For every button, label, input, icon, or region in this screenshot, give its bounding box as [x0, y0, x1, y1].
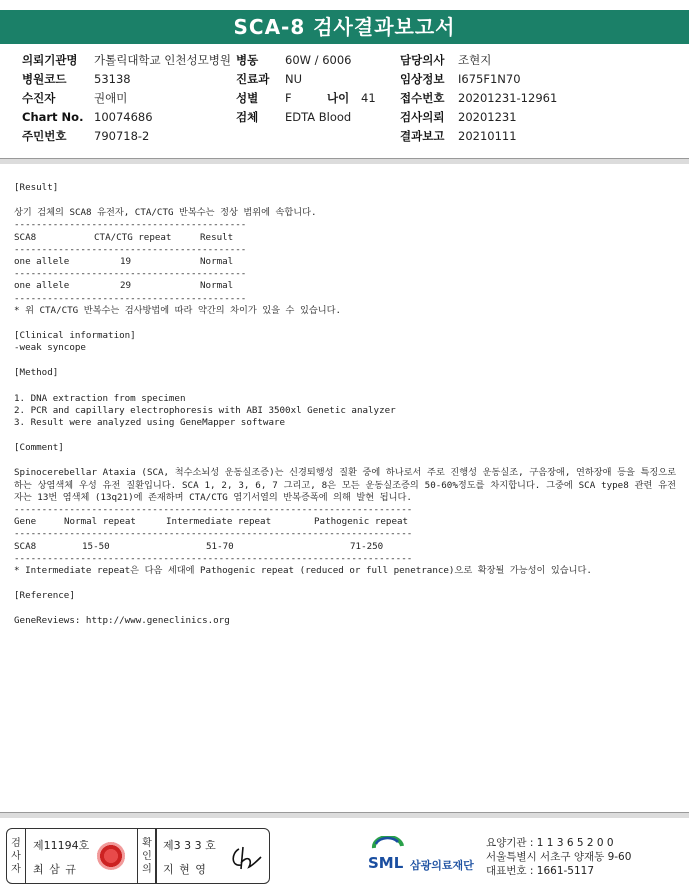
table1-cell-result: Normal: [200, 256, 234, 268]
hospital-code-value: 53138: [94, 72, 131, 86]
method-item: 1. DNA extraction from specimen: [14, 392, 186, 404]
table1-cell-repeat: 19: [120, 256, 132, 268]
age-value: 41: [361, 91, 376, 105]
result-heading: [Result]: [14, 182, 59, 193]
sex-label: 성별: [236, 91, 259, 105]
footer: [0, 822, 689, 890]
table-row: [14, 541, 676, 553]
sml-logo-text: SML: [368, 854, 404, 872]
dept-label: 진료과: [236, 72, 270, 86]
specimen-value: EDTA Blood: [285, 110, 352, 124]
clinical-info-value: I675F1N70: [458, 72, 521, 86]
table2-divider: ------------------------------------------------------------------------: [14, 528, 413, 540]
table1-divider: ------------------------------------------: [14, 268, 247, 280]
confirmer-number: 제3 3 3 호: [163, 839, 216, 852]
signature-box: [6, 828, 270, 884]
footer-divider: [0, 812, 689, 818]
table1-cell-allele: one allele: [14, 256, 70, 268]
inspector-label: 검 사 자: [7, 829, 26, 883]
hospital-code-label: 병원코드: [22, 72, 67, 86]
table2-col-normal: Normal repeat: [64, 516, 136, 528]
receipt-value: 20201231-12961: [458, 91, 558, 105]
table1-header: [14, 232, 676, 244]
inspector-name: 최 삼 규: [33, 863, 77, 876]
table2-cell-normal: 15-50: [82, 540, 110, 552]
comment-text: Spinocerebellar Ataxia (SCA, 척수소뇌성 운동실조증)는 신경퇴행성 질환 중에 하나로서 주로 진행성 운동실조, 구음장애, 연하장애 등을 특징으로 하는 상염색체 우성 유전 질환입니다. SCA 1, 2, 3, 6, 7 그리고, 8은 모든 운동실조증의 50-60%정도를 차지합니다. 그중에 SCA type8 관련 유전자는 13번 염색체 (13q21)에 존재하며 CTA/CTG 염기서열의 반복증폭에 의해 발현 됩니다.: [14, 467, 676, 503]
method-item: 3. Result were analyzed using GeneMapper software: [14, 417, 286, 429]
report-body: [14, 182, 676, 628]
signature-icon: [229, 845, 263, 871]
table2-col-pathogenic: Pathogenic repeat: [314, 516, 409, 528]
clinical-info-label: 임상정보: [400, 72, 445, 86]
address: 서울특별시 서초구 양재동 9-60: [486, 851, 632, 863]
inspector-number: 제11194호: [33, 839, 90, 852]
rrn-value: 790718-2: [94, 129, 150, 143]
confirmer-label: 확 인 의: [137, 829, 157, 883]
table2-divider: ------------------------------------------------------------------------: [14, 504, 413, 516]
care-code: 요양기관 : 1 1 3 6 5 2 0 0: [486, 837, 614, 849]
ward-label: 병동: [236, 53, 259, 67]
request-value: 20201231: [458, 110, 517, 124]
table2-col-intermediate: Intermediate repeat: [166, 516, 272, 528]
table2-col-gene: Gene: [14, 516, 37, 528]
org-address-block: [486, 836, 631, 878]
table2-cell-intermediate: 51-70: [206, 540, 234, 552]
table1-col-gene: SCA8: [14, 231, 37, 243]
table-row: [14, 256, 676, 268]
report-date-label: 결과보고: [400, 129, 445, 143]
table1-col-repeat: CTA/CTG repeat: [94, 231, 172, 243]
chart-label: Chart No.: [22, 110, 84, 124]
sml-logo: [368, 836, 474, 874]
inspector-seal: [97, 842, 125, 870]
doctor-label: 담당의사: [400, 53, 445, 67]
table1-divider: ------------------------------------------: [14, 292, 247, 304]
table2-cell-gene: SCA8: [14, 540, 37, 552]
patient-value: 권애미: [94, 91, 128, 105]
report-date-value: 20210111: [458, 129, 517, 143]
dept-value: NU: [285, 72, 303, 86]
reference-text: GeneReviews: http://www.geneclinics.org: [14, 615, 230, 627]
age-label: 나이: [327, 91, 350, 105]
institution-label: 의뢰기관명: [22, 53, 78, 67]
report-title: SCA-8 검사결과보고서: [0, 10, 689, 44]
chart-value: 10074686: [94, 110, 153, 124]
table2-cell-pathogenic: 71-250: [350, 540, 384, 552]
table2-note: * Intermediate repeat은 다음 세대에 Pathogenic repeat (reduced or full penetrance)으로 확장될 가능성이 있습니다.: [14, 565, 592, 577]
patient-label: 수진자: [22, 91, 56, 105]
clinical-heading: [Clinical information]: [14, 330, 136, 342]
phone: 대표번호 : 1661-5117: [486, 865, 595, 877]
institution-value: 가톨릭대학교 인천성모병원: [94, 53, 231, 67]
method-heading: [Method]: [14, 367, 59, 379]
confirmer-name: 지 현 영: [163, 863, 207, 876]
doctor-value: 조현지: [458, 53, 492, 67]
comment-heading: [Comment]: [14, 442, 64, 454]
request-label: 검사의뢰: [400, 110, 445, 124]
specimen-label: 검체: [236, 110, 259, 124]
table1-note: * 위 CTA/CTG 반복수는 검사방법에 따라 약간의 차이가 있을 수 있습니다.: [14, 304, 341, 316]
table1-cell-allele: one allele: [14, 280, 70, 292]
org-name: 삼광의료재단: [410, 859, 474, 872]
table1-col-result: Result: [200, 231, 234, 243]
table2-divider: ------------------------------------------------------------------------: [14, 552, 413, 564]
receipt-label: 접수번호: [400, 91, 445, 105]
sex-value: F: [285, 91, 292, 105]
table-row: [14, 280, 676, 292]
reference-heading: [Reference]: [14, 590, 75, 602]
clinical-text: -weak syncope: [14, 342, 86, 354]
table1-divider: ------------------------------------------: [14, 243, 247, 255]
table2-header: [14, 516, 676, 528]
table1-cell-result: Normal: [200, 280, 234, 292]
table1-cell-repeat: 29: [120, 280, 132, 292]
rrn-label: 주민번호: [22, 129, 67, 143]
ward-value: 60W / 6006: [285, 53, 352, 67]
method-item: 2. PCR and capillary electrophoresis with ABI 3500xl Genetic analyzer: [14, 404, 396, 416]
table1-divider: ------------------------------------------: [14, 219, 247, 231]
header-divider: [0, 158, 689, 164]
result-text: 상기 검체의 SCA8 유전자, CTA/CTG 반복수는 정상 범위에 속합니다.: [14, 207, 317, 219]
